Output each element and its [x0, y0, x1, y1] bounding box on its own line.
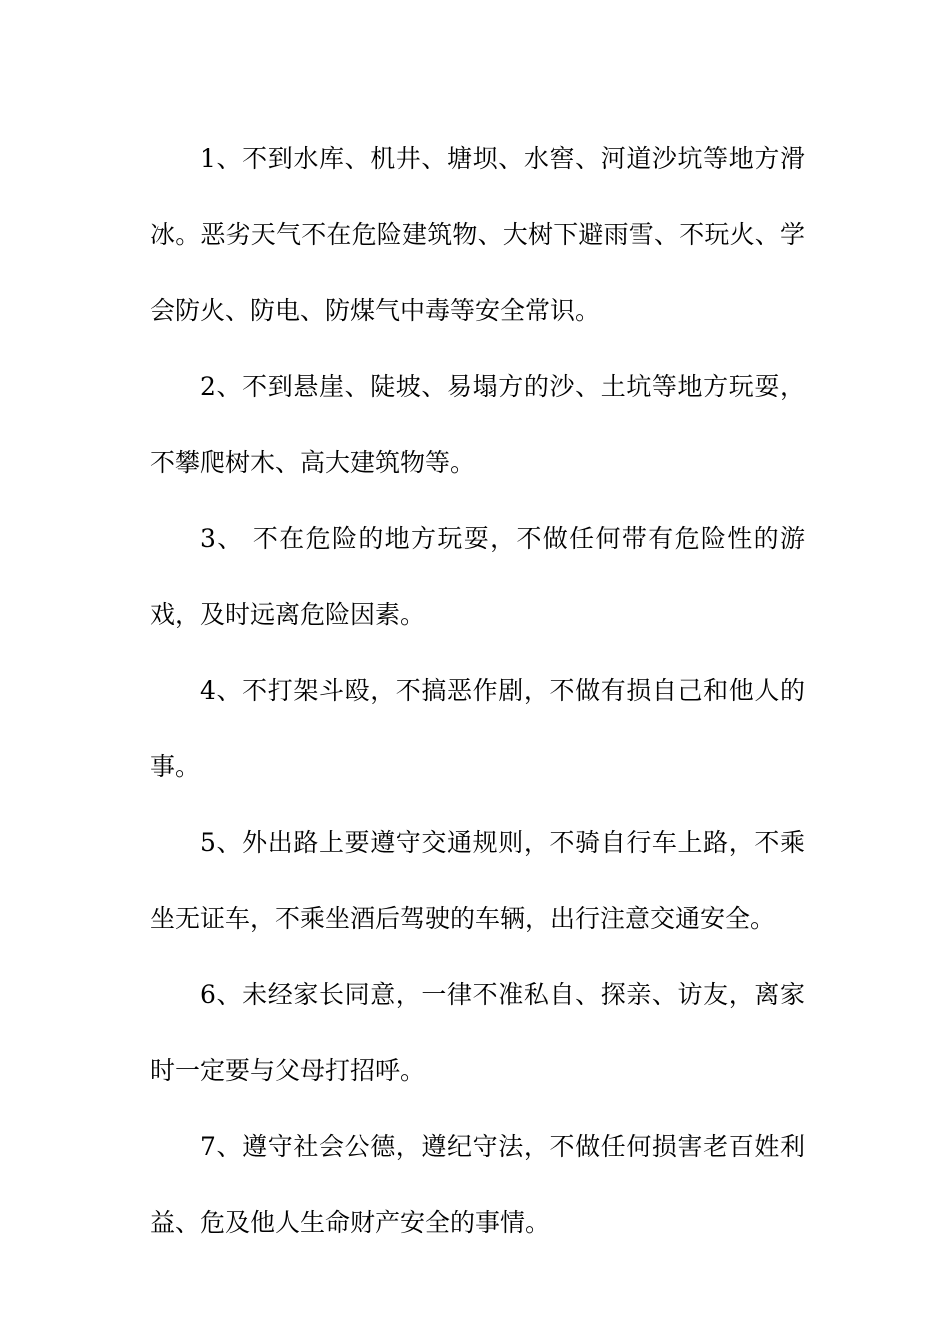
paragraph-7: 7、遵守社会公德，遵纪守法，不做任何损害老百姓利益、危及他人生命财产安全的事情。 — [150, 1132, 805, 1237]
paragraph-6: 6、未经家长同意，一律不准私自、探亲、访友，离家时一定要与父母打招呼。 — [150, 980, 805, 1085]
paragraph-2: 2、不到悬崖、陡坡、易塌方的沙、土坑等地方玩耍，不攀爬树木、高大建筑物等。 — [150, 372, 805, 477]
paragraph-3: 3、 不在危险的地方玩耍，不做任何带有危险性的游戏，及时远离危险因素。 — [150, 524, 805, 629]
paragraph-1: 1、不到水库、机井、塘坝、水窖、河道沙坑等地方滑冰。恶劣天气不在危险建筑物、大树下避雨雪、不玩火、学会防火、防电、防煤气中毒等安全常识。 — [150, 144, 805, 325]
paragraph-5: 5、外出路上要遵守交通规则，不骑自行车上路，不乘坐无证车，不乘坐酒后驾驶的车辆，出行注意交通安全。 — [150, 828, 805, 933]
document-body — [150, 121, 805, 1261]
paragraph-4: 4、不打架斗殴，不搞恶作剧，不做有损自己和他人的事。 — [150, 676, 805, 781]
